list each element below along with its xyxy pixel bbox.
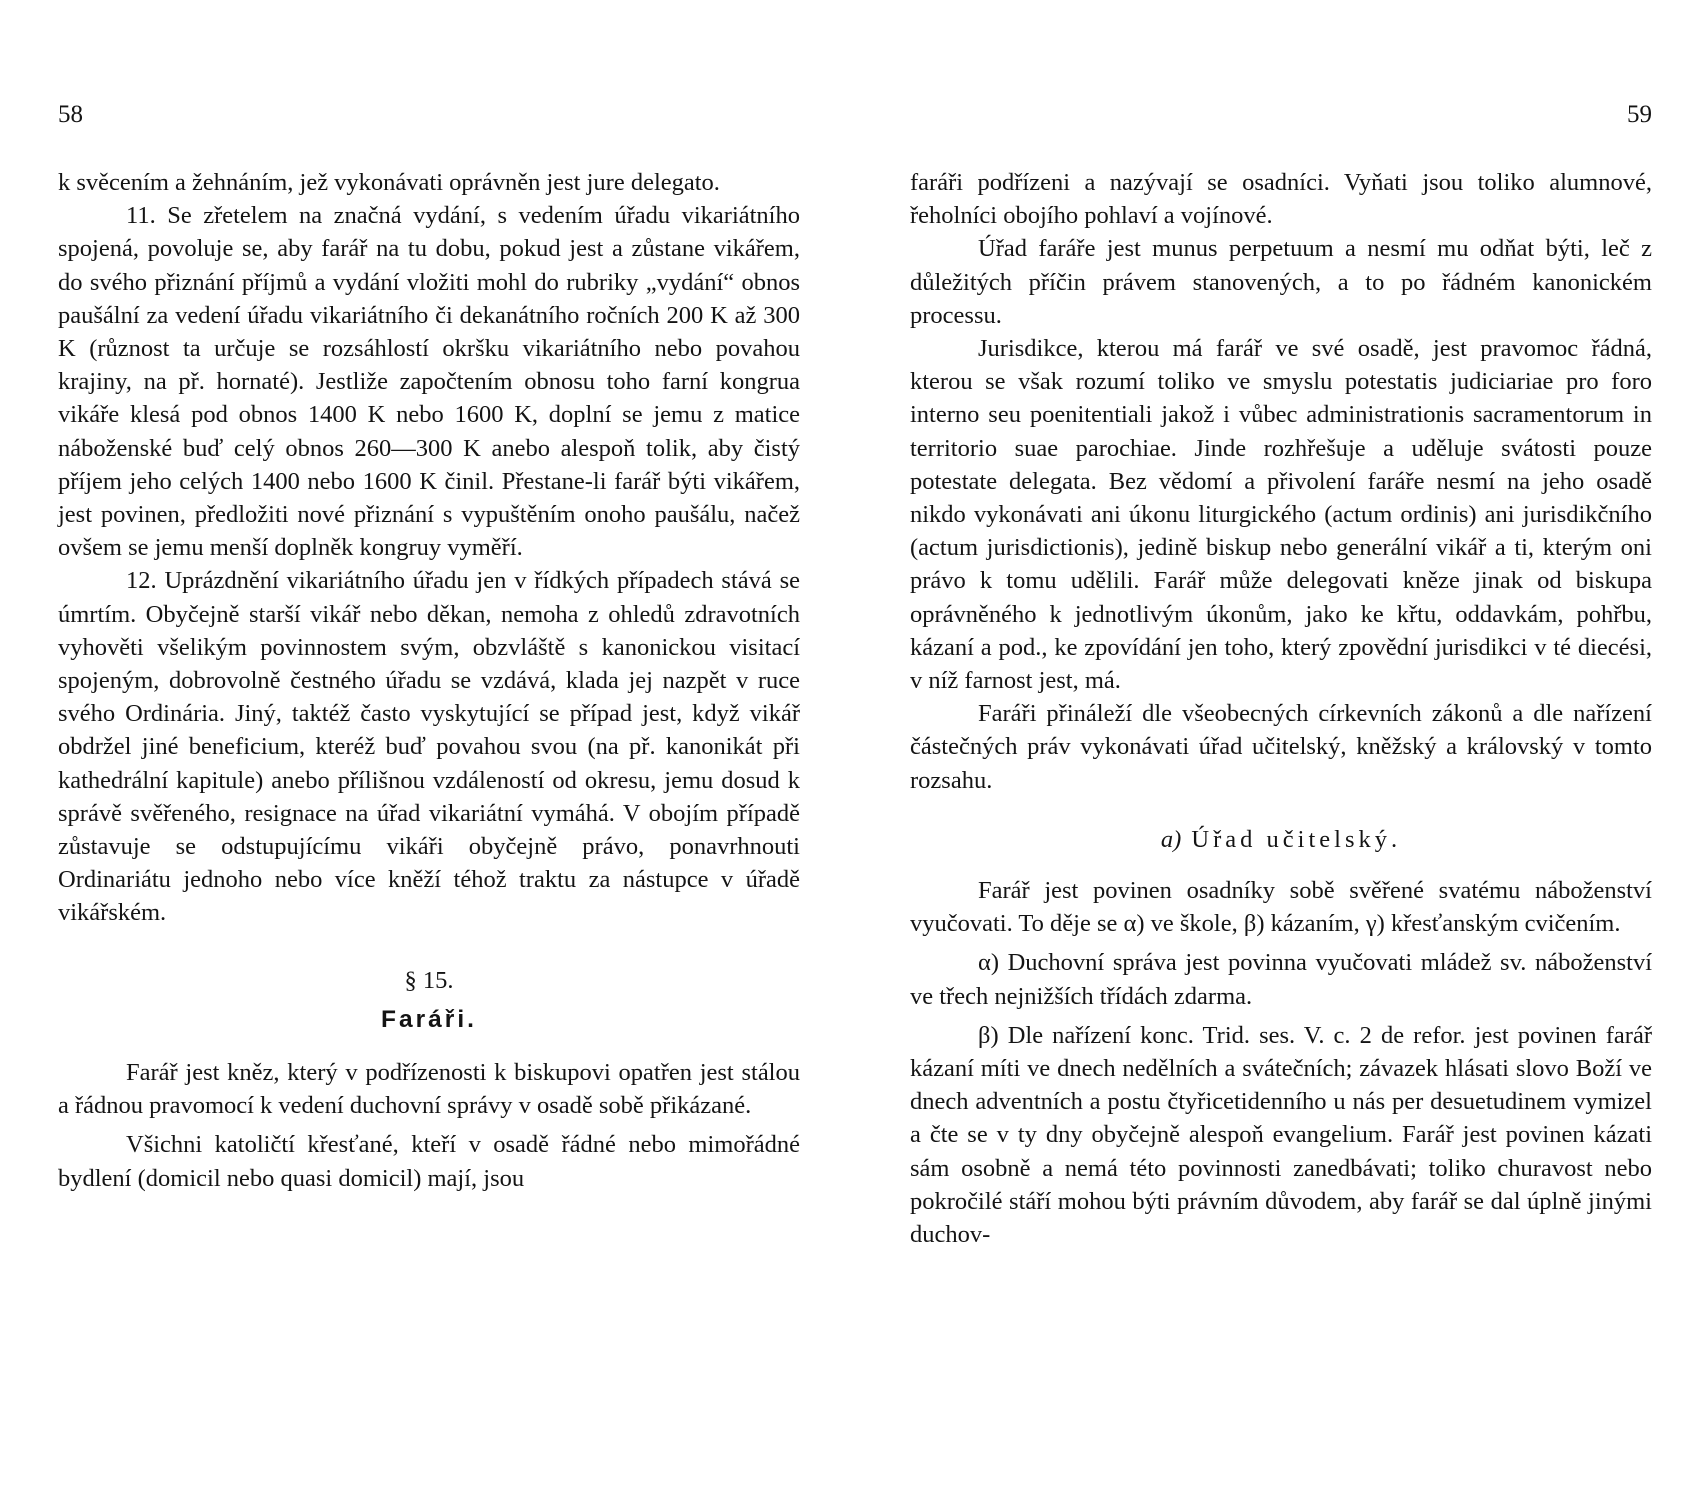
page-number: 58: [58, 101, 83, 128]
page-number: 59: [1627, 101, 1652, 128]
paragraph: Farář jest povinen osadníky sobě svěřené svatému náboženství vyučovati. To děje se α) ve škole, β) kázaním, γ) křesťanským cvičením.: [910, 877, 1652, 938]
page-body: [910, 166, 1652, 1251]
page-body: [58, 166, 800, 1195]
paragraph: faráři podřízeni a nazývají se osadníci. Vyňati jsou toliko alumnové, řeholníci obojího pohlaví a vojínové.: [910, 169, 1652, 230]
right-page: [910, 0, 1652, 1500]
paragraph: Všichni katoličtí křesťané, kteří v osadě řádné nebo mimořádné bydlení (domicil nebo quasi domicil) mají, jsou: [58, 1131, 800, 1192]
paragraph: Jurisdikce, kterou má farář ve své osadě, jest pravomoc řádná, kterou se však rozumí toliko ve smyslu potestatis judiciariae pro foro interno seu poenitentiali jakož i vůbec administrationis sacramentorum in territorio suae parochiae. Jinde rozhřešuje a uděluje svátosti pouze potestate delegata. Bez vědomí a přivolení faráře nesmí na jeho osadě nikdo vykonávati ani úkonu liturgického (actum ordinis) ani jurisdikčního (actum jurisdictionis), jedině biskup nebo generální vikář a ti, kterým oni právo k tomu udělili. Farář může delegovati kněze jinak od biskupa oprávněného k jednotlivým úkonům, jako ke křtu, oddavkám, pohřbu, kázaní a pod., ke zpovídání jen toho, který zpovědní jurisdikci v té diecési, v níž farnost jest, má.: [910, 335, 1652, 695]
section-number: § 15.: [404, 966, 454, 994]
paragraph: 12. Uprázdnění vikariátního úřadu jen v řídkých případech stává se úmrtím. Obyčejně starší vikář nebo děkan, nemoha z ohledů zdravotních vyhověti všelikým povinnostem svým, obzvláště s kanonickou visitací spojeným, dobrovolně čestného úřadu se vzdává, klada jej nazpět v ruce svého Ordinária. Jiný, taktéž často vyskytující se případ jest, když vikář obdržel jiné beneficium, kteréž buď povahou svou (na př. kanonikát při kathedrální kapitule) anebo přílišnou vzdáleností od okresu, jemu dosud k správě svěřeného, resignace na úřad vikariátní vymáhá. V obojím případě zůstavuje se odstupujícímu vikáři obyčejně právo, ponavrhnouti Ordinariátu jednoho nebo více kněží téhož traktu za nástupce v úřadě vikářském.: [58, 567, 800, 927]
paragraph: Úřad faráře jest munus perpetuum a nesmí mu odňat býti, leč z důležitých příčin právem stanovených, a to po řádném kanonickém processu.: [910, 235, 1652, 329]
paragraph: 11. Se zřetelem na značná vydání, s vedením úřadu vikariátního spojená, povoluje se, aby farář na tu dobu, pokud jest a zůstane vikářem, do svého přiznání příjmů a vydání vložiti mohl do rubriky „vydání“ obnos paušální za vedení úřadu vikariátního či dekanátního ročních 200 K až 300 K (různost ta určuje se rozsáhlostí okršku vikariátního nebo povahou krajiny, na př. hornaté). Jestliže započtením obnosu toho farní kongrua vikáře klesá pod obnos 1400 K nebo 1600 K, doplní se jemu z matice náboženské buď celý obnos 260—300 K anebo alespoň tolik, aby čistý příjem jeho celých 1400 nebo 1600 K činil. Přestane-li farář býti vikářem, jest povinen, předložiti nové přiznání s vypuštěním onoho paušálu, načež ovšem se jemu menší doplněk kongruy vyměří.: [58, 202, 800, 562]
section-title: Faráři.: [381, 1005, 477, 1033]
subsection-title: Úřad učitelský.: [1191, 825, 1402, 853]
paragraph: k svěcením a žehnáním, jež vykonávati oprávněn jest jure delegato.: [58, 169, 720, 196]
paragraph: α) Duchovní správa jest povinna vyučovati mládež sv. náboženství ve třech nejnižších třídách zdarma.: [910, 949, 1652, 1010]
subsection-heading: [910, 823, 1652, 856]
paragraph: β) Dle nařízení konc. Trid. ses. V. c. 2 de refor. jest povinen farář kázaní míti ve dnech nedělních a svátečních; závazek hlásati slovo Boží ve dnech adventních a postu čtyřicetidenního u nás per desuetudinem vymizel a čte se v ty dny obyčejně alespoň evangelium. Farář jest povinen kázati sám osobně a nemá této povinnosti zanedbávati; toliko churavost nebo pokročilé stáří mohou býti právním důvodem, aby farář se dal úplně jinými duchov-: [910, 1021, 1652, 1249]
paragraph: Farář jest kněz, který v podřízenosti k biskupovi opatřen jest stálou a řádnou pravomocí k vedení duchovní správy v osadě sobě přikázané.: [58, 1059, 800, 1120]
paragraph: Faráři přináleží dle všeobecných církevních zákonů a dle nařízení částečných práv vykonávati úřad učitelský, kněžský a královský v tomto rozsahu.: [910, 700, 1652, 794]
left-page: [58, 0, 800, 1500]
subsection-letter: a): [1160, 825, 1182, 853]
